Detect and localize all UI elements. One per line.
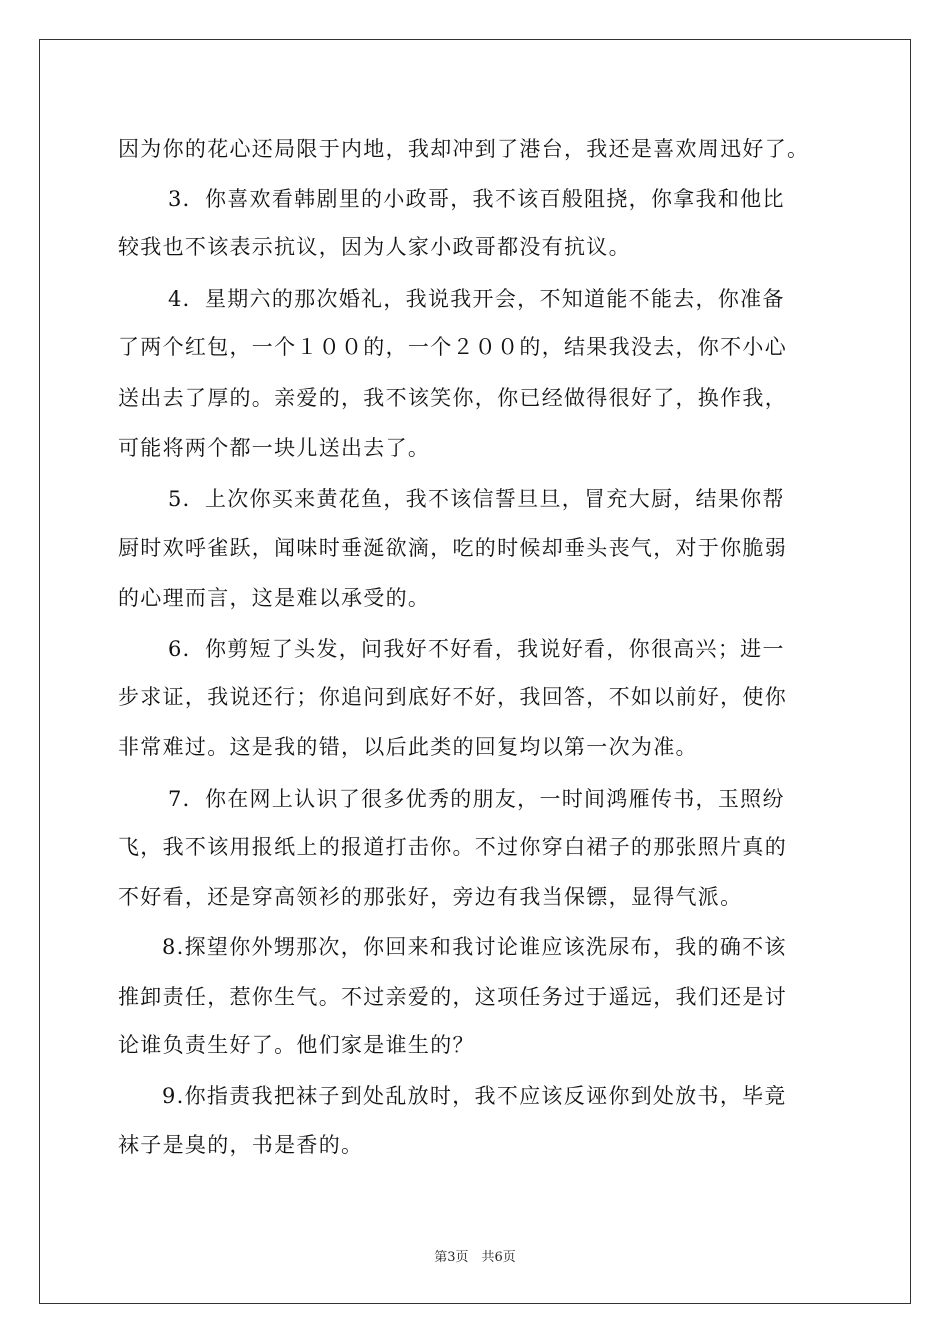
paragraph-line: 因为你的花心还局限于内地，我却冲到了港台，我还是喜欢周迅好了。 bbox=[118, 137, 810, 161]
paragraph-line: 6．你剪短了头发，问我好不好看，我说好看，你很高兴；进一 bbox=[168, 637, 785, 661]
paragraph-line: 的心理而言，这是难以承受的。 bbox=[118, 586, 431, 610]
paragraph-line: 4．星期六的那次婚礼，我说我开会，不知道能不能去，你准备 bbox=[168, 287, 785, 311]
paragraph-line: 送出去了厚的。亲爱的，我不该笑你，你已经做得很好了，换作我， bbox=[118, 386, 787, 410]
page-border bbox=[39, 39, 911, 1304]
paragraph-line: 论谁负责生好了。他们家是谁生的？ bbox=[118, 1033, 475, 1057]
paragraph-line: 非常难过。这是我的错，以后此类的回复均以第一次为准。 bbox=[118, 735, 698, 759]
paragraph-line: 厨时欢呼雀跃，闻味时垂涎欲滴，吃的时候却垂头丧气，对于你脆弱 bbox=[118, 536, 787, 560]
paragraph-line: 5．上次你买来黄花鱼，我不该信誓旦旦，冒充大厨，结果你帮 bbox=[168, 487, 785, 511]
paragraph-line: 了两个红包，一个１００的，一个２００的，结果我没去，你不小心 bbox=[118, 335, 787, 359]
paragraph-line: 较我也不该表示抗议，因为人家小政哥都没有抗议。 bbox=[118, 235, 631, 259]
paragraph-line: 袜子是臭的，书是香的。 bbox=[118, 1133, 364, 1157]
paragraph-line: 3．你喜欢看韩剧里的小政哥，我不该百般阻挠，你拿我和他比 bbox=[168, 187, 785, 211]
paragraph-line: 不好看，还是穿高领衫的那张好，旁边有我当保镖，显得气派。 bbox=[118, 885, 743, 909]
paragraph-line: 9.你指责我把袜子到处乱放时，我不应该反诬你到处放书，毕竟 bbox=[162, 1084, 787, 1108]
paragraph-line: 步求证，我说还行；你追问到底好不好，我回答，不如以前好，使你 bbox=[118, 685, 787, 709]
paragraph-line: 7．你在网上认识了很多优秀的朋友，一时间鸿雁传书，玉照纷 bbox=[168, 787, 785, 811]
paragraph-line: 飞，我不该用报纸上的报道打击你。不过你穿白裙子的那张照片真的 bbox=[118, 835, 787, 859]
paragraph-line: 8.探望你外甥那次，你回来和我讨论谁应该洗尿布，我的确不该 bbox=[162, 935, 787, 959]
paragraph-line: 可能将两个都一块儿送出去了。 bbox=[118, 436, 431, 460]
page-number-footer: 第3页 共6页 bbox=[434, 1250, 516, 1265]
paragraph-line: 推卸责任，惹你生气。不过亲爱的，这项任务过于遥远，我们还是讨 bbox=[118, 985, 787, 1009]
